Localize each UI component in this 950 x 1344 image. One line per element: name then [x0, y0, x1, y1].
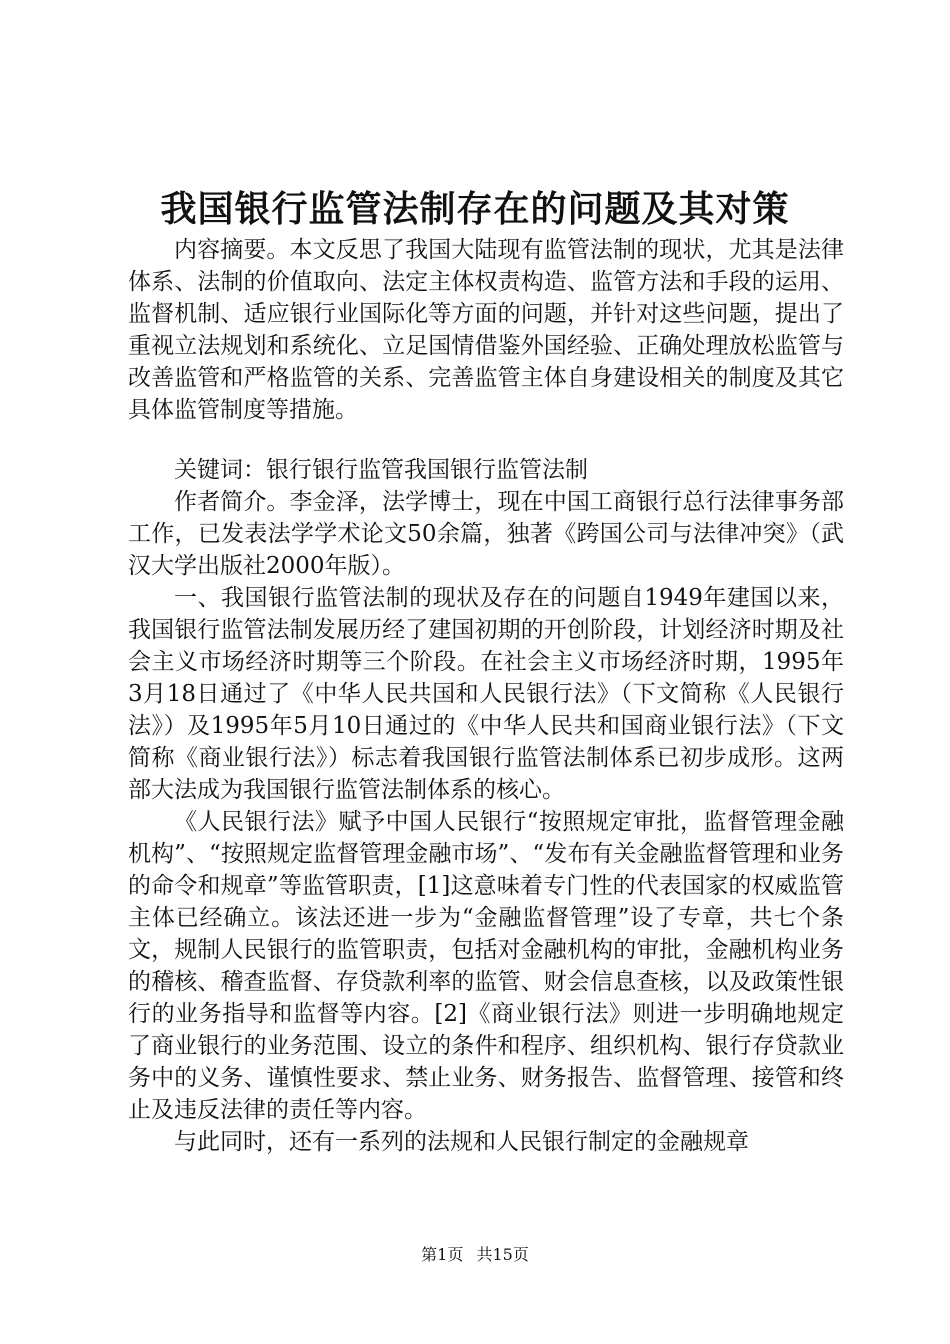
page-footer: [0, 1244, 950, 1266]
document-title: 我国银行监管法制存在的问题及其对策: [160, 188, 790, 230]
section-one-paragraph: 一、我国银行监管法制的现状及存在的问题自1949年建国以来，我国银行监管法制发展历经了建国初期的开创阶段，计划经济时期及社会主义市场经济时期等三个阶段。在社会主义市场经济时期，1995年3月18日通过了《中华人民共国和人民银行法》（下文简称《人民银行法》）及1995年5月10日通过的《中华人民共和国商业银行法》（下文简称《商业银行法》）标志着我国银行监管法制体系已初步成形。这两部大法成为我国银行监管法制体系的核心。: [128, 585, 844, 803]
page-total: 共15页: [476, 1245, 529, 1264]
body-paragraph-continued: 与此同时，还有一系列的法规和人民银行制定的金融规章: [174, 1129, 749, 1155]
body-paragraph: 《人民银行法》赋予中国人民银行“按照规定审批，监督管理金融机构”、“按照规定监督管理金融市场”、“发布有关金融监督管理和业务的命令和规章”等监管职责，[1]这意味着专门性的代表国家的权威监管主体已经确立。该法还进一步为“金融监督管理”设了专章，共七个条文，规制人民银行的监管职责，包括对金融机构的审批，金融机构业务的稽核、稽查监督、存贷款利率的监管、财会信息查核，以及政策性银行的业务指导和监督等内容。[2]《商业银行法》则进一步明确地规定了商业银行的业务范围、设立的条件和程序、组织机构、银行存贷款业务中的义务、谨慎性要求、禁止业务、财务报告、监督管理、接管和终止及违反法律的责任等内容。: [128, 809, 844, 1123]
abstract-paragraph: 内容摘要。本文反思了我国大陆现有监管法制的现状，尤其是法律体系、法制的价值取向、法定主体权责构造、监管方法和手段的运用、监督机制、适应银行业国际化等方面的问题，并针对这些问题，提出了重视立法规划和系统化、立足国情借鉴外国经验、正确处理放松监管与改善监管和严格监管的关系、完善监管主体自身建设相关的制度及其它具体监管制度等措施。: [128, 237, 844, 423]
keywords-paragraph: 关键词：银行银行监管我国银行监管法制: [174, 457, 588, 483]
author-paragraph: 作者简介。李金泽，法学博士，现在中国工商银行总行法律事务部工作，已发表法学学术论文50余篇，独著《跨国公司与法律冲突》（武汉大学出版社2000年版）。: [128, 489, 844, 579]
document-body: [128, 234, 844, 1158]
page-number: 第1页: [421, 1245, 464, 1264]
